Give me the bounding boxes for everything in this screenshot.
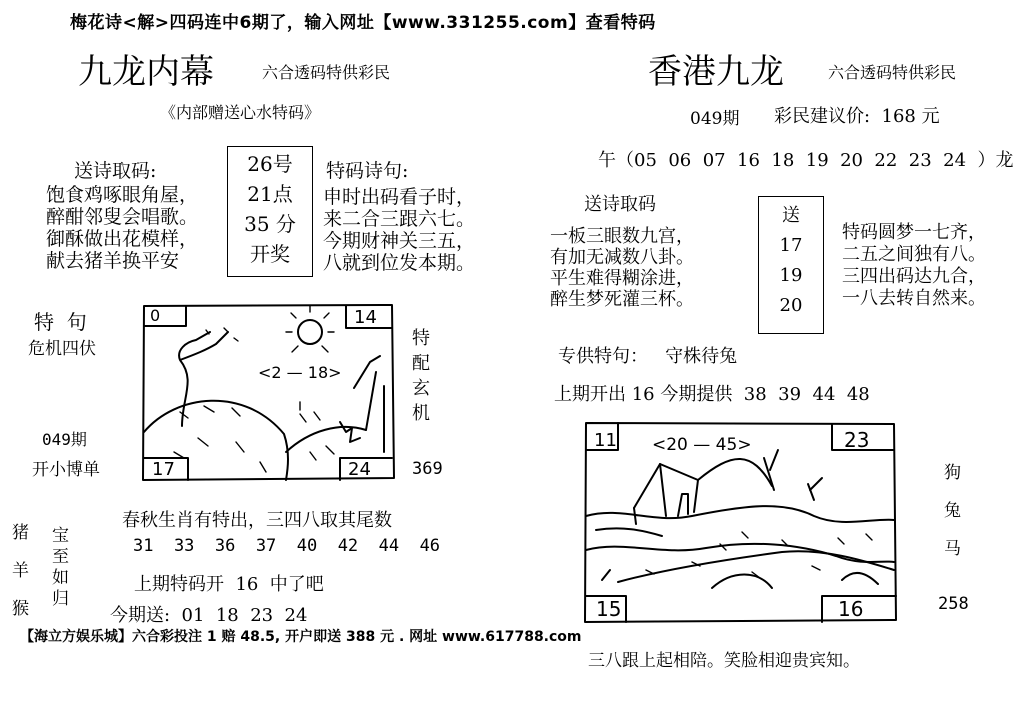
right-issue: 049期: [690, 109, 740, 129]
poem-line: 醉生梦死灌三杯。: [550, 289, 694, 310]
left-spring-line: 春秋生肖有特出，三四八取其尾数: [122, 510, 392, 531]
footer-ad: 【海立方娱乐城】六合彩投注 1 赔 48.5, 开户即送 388 元 . 网址 www.617788.com: [20, 629, 582, 645]
left-title: 九龙内幕: [78, 52, 214, 92]
right-zodiacs: [944, 454, 961, 568]
top-banner: 梅花诗<解>四码连中6期了，输入网址【www.331255.com】查看特码: [70, 13, 656, 33]
draw-time-line: 21点: [247, 182, 293, 206]
left-sketch-top-left-number: 0: [150, 306, 161, 325]
right-closing-line: 三八跟上起相陪。笑脸相迎贵宾知。: [588, 651, 860, 671]
zodiac-char: 狗: [944, 463, 961, 483]
zodiac-char: 猪: [12, 523, 29, 543]
left-sketch-center-range: <2 — 18>: [258, 363, 342, 382]
draw-time-line: 开奖: [250, 242, 290, 266]
right-special-line: 专供特句： 守株待兔: [558, 346, 738, 367]
poem-line: 平生难得糊涂进，: [550, 268, 694, 289]
right-sketch-center-range: <20 — 45>: [652, 435, 752, 455]
right-side-number: 258: [938, 594, 969, 614]
left-open-label: 开小博单: [32, 460, 100, 480]
left-tm-poem: [323, 186, 475, 274]
poem-line: 献去猪羊换平安: [46, 250, 180, 272]
left-special-text: 危机四伏: [28, 339, 96, 359]
right-last-line: 上期开出 16 今期提供 38 39 44 48: [554, 384, 870, 405]
bao-char: 如: [52, 568, 69, 588]
right-poem-heading: 送诗取码: [584, 194, 656, 215]
tm-line: 今期财神关三五，: [323, 230, 476, 252]
draw-time-line: 26号: [247, 152, 293, 176]
side-caption-char: 特: [412, 328, 430, 349]
tm-line: 申时出码看子时，: [323, 186, 476, 208]
left-tm-heading: 特码诗句:: [326, 160, 409, 182]
right-price: 彩民建议价: 168 元: [774, 106, 940, 127]
poem-line: 御酥做出花模样，: [46, 228, 199, 250]
right-title: 香港九龙: [648, 52, 784, 92]
right-subtitle: 六合透码特供彩民: [828, 63, 957, 82]
draw-time-box: [227, 146, 313, 277]
left-sketch-bottom-left-number: 17: [152, 459, 175, 480]
tm-line: 三四出码达九合，: [842, 266, 986, 287]
tm-line: 特码圆梦一七齐，: [842, 222, 986, 243]
tm-line: 来二合三跟六七。: [323, 208, 476, 230]
left-subtitle: 六合透码特供彩民: [262, 63, 391, 82]
left-side-caption: [412, 326, 430, 426]
bao-char: 宝: [52, 526, 69, 546]
right-horse-line: 午（05 06 07 16 18 19 20 22 23 24 ）龙: [598, 150, 1014, 171]
left-bao-text: [52, 526, 69, 610]
left-zodiacs: [12, 514, 29, 628]
left-issue: 049期: [42, 430, 87, 449]
left-sketch-bottom-right-number: 24: [348, 459, 371, 480]
left-poem-heading: 送诗取码:: [74, 160, 157, 182]
zodiac-char: 猴: [12, 599, 29, 619]
bao-char: 至: [52, 547, 69, 567]
right-poem: [550, 226, 694, 310]
right-tm-poem: [842, 222, 986, 310]
right-sketch-bottom-right-number: 16: [838, 597, 864, 621]
send-box: [758, 196, 824, 334]
bao-char: 归: [52, 589, 69, 609]
zodiac-char: 马: [944, 539, 961, 559]
draw-time-line: 35 分: [244, 212, 296, 236]
side-caption-char: 玄: [412, 378, 430, 399]
tm-line: 二五之间独有八。: [842, 244, 986, 265]
side-caption-char: 机: [412, 403, 430, 424]
left-today-send: 今期送: 01 18 23 24: [110, 605, 308, 626]
side-caption-char: 配: [412, 353, 430, 374]
poem-line: 一板三眼数九宫，: [550, 226, 694, 247]
zodiac-char: 羊: [12, 561, 29, 581]
send-box-line: 20: [779, 295, 803, 316]
tm-line: 八就到位发本期。: [323, 252, 476, 274]
send-box-line: 19: [779, 265, 803, 286]
left-number-line: 31 33 36 37 40 42 44 46: [133, 536, 441, 556]
left-gift-note: 《内部赠送心水特码》: [160, 103, 321, 122]
left-sketch-top-right-number: 14: [354, 307, 377, 328]
tm-line: 一八去转自然来。: [842, 288, 986, 309]
send-box-line: 送: [782, 205, 800, 226]
left-last-special: 上期特码开 16 中了吧: [134, 574, 324, 595]
right-sketch-top-right-number: 23: [844, 428, 870, 452]
left-sketch-illustration: [140, 302, 398, 482]
poem-line: 饱食鸡啄眼角屋，: [46, 184, 199, 206]
left-side-number: 369: [412, 459, 443, 479]
poem-line: 有加无减数八卦。: [550, 247, 694, 268]
send-box-line: 17: [779, 235, 803, 256]
right-sketch-top-left-number: 11: [594, 430, 617, 451]
left-special-heading: 特 句: [34, 310, 87, 334]
right-sketch-bottom-left-number: 15: [596, 597, 622, 621]
zodiac-char: 兔: [944, 501, 961, 521]
poem-line: 醉酣邻叟会唱歌。: [46, 206, 199, 228]
left-poem: [46, 184, 198, 272]
right-sketch-illustration: [582, 420, 900, 626]
